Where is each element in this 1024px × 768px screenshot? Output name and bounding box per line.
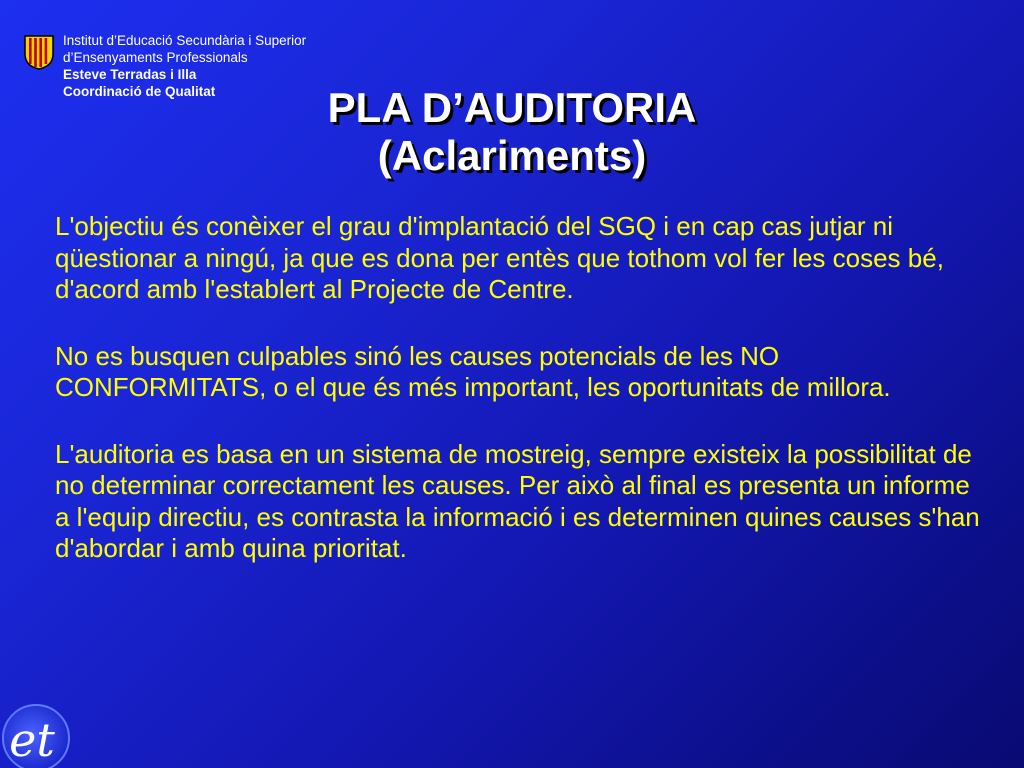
title-line-2: (Aclariments) <box>377 132 647 179</box>
institution-name: Esteve Terradas i Illa <box>63 67 197 82</box>
paragraph-objective: L'objectiu és conèixer el grau d'implantació del SGQ i en cap cas jutjar ni qüestionar a ningú, ja que es dona per entès que tothom vol fer les coses bé, d'acord amb l'establert al Projecte de Centre. <box>55 211 944 304</box>
institution-line-1: Institut d’Educació Secundària i Superior <box>63 33 307 48</box>
title-line-1: PLA D’AUDITORIA <box>327 84 697 131</box>
paragraph-sampling: L'auditoria es basa en un sistema de mostreig, sempre existeix la possibilitat de no determinar correctament les causes. Per això al final es presenta un informe a l'equip directiu, es contrasta la informació i es determinen quines causes s'han d'abordar i amb quina prioritat. <box>55 438 980 563</box>
institution-line-2: d’Ensenyaments Professionals <box>63 50 248 65</box>
et-logo-icon <box>0 698 72 768</box>
paragraph-causes: No es busquen culpables sinó les causes potencials de les NO CONFORMITATS, o el que és més important, les oportunitats de millora. <box>55 340 891 402</box>
slide-title <box>0 84 1024 180</box>
slide-body <box>55 211 985 600</box>
svg-text:et: et <box>9 713 55 767</box>
department-name: Coordinació de Qualitat <box>63 84 216 99</box>
generalitat-logo-icon <box>22 34 56 70</box>
